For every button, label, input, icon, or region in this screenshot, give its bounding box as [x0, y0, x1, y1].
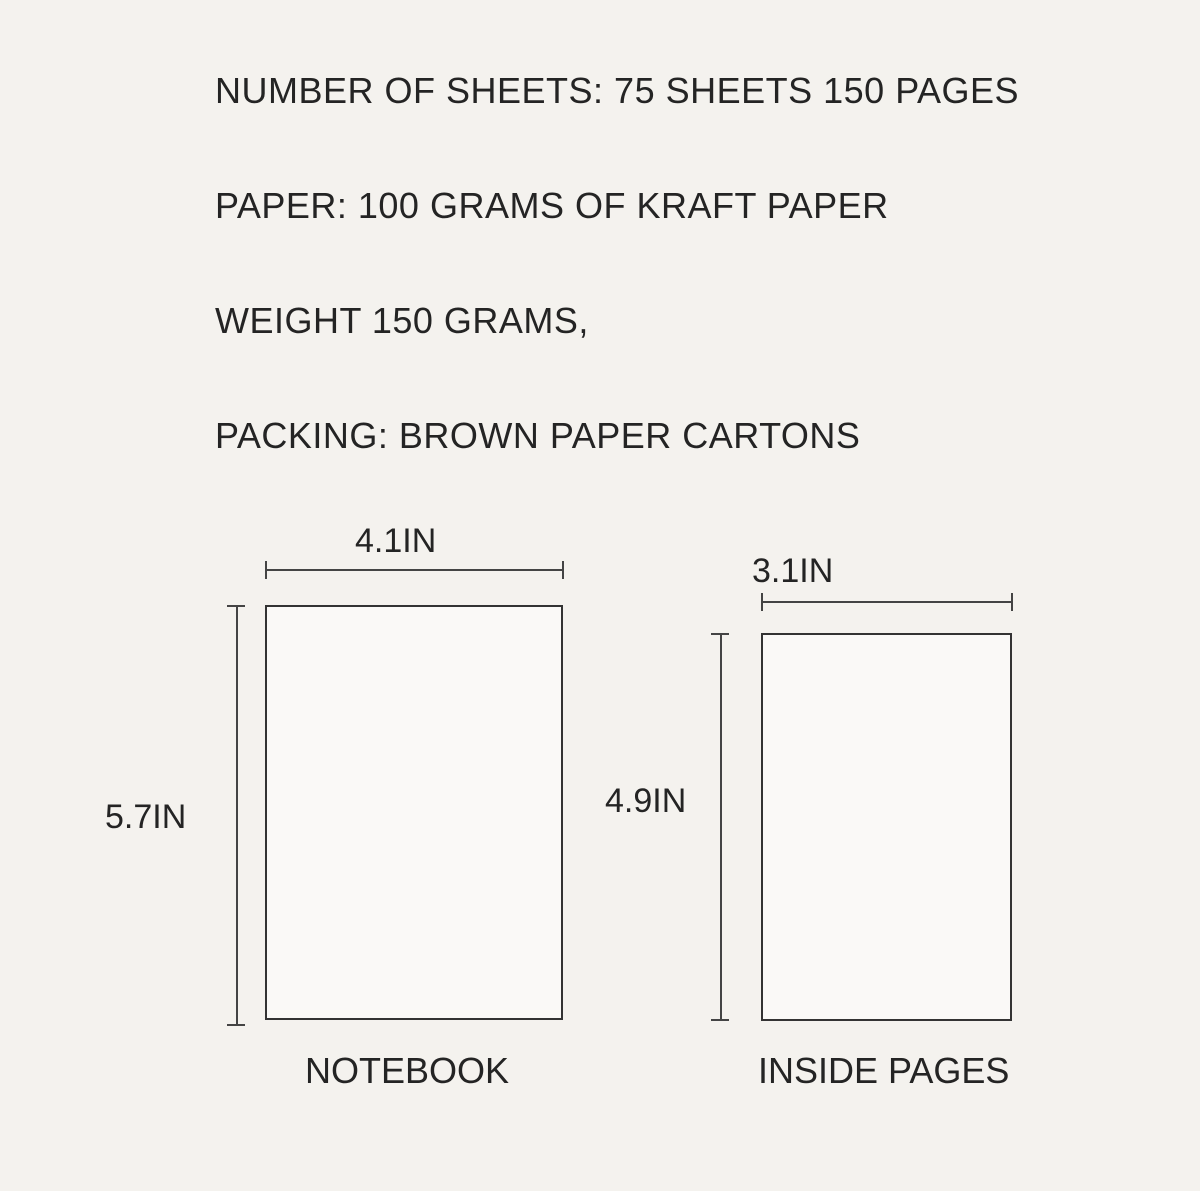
inside-pages-height-tick-bottom — [711, 1019, 729, 1021]
inside-pages-width-label: 3.1IN — [752, 552, 834, 590]
spec-packing: PACKING: BROWN PAPER CARTONS — [215, 415, 861, 456]
inside-pages-caption: INSIDE PAGES — [758, 1050, 1010, 1091]
notebook-width-label: 4.1IN — [355, 522, 437, 560]
notebook-width-tick-left — [265, 561, 267, 579]
inside-pages-width-tick-left — [761, 593, 763, 611]
inside-pages-rectangle — [761, 633, 1012, 1021]
inside-pages-width-line — [761, 601, 1012, 603]
inside-pages-width-tick-right — [1011, 593, 1013, 611]
notebook-height-tick-top — [227, 605, 245, 607]
notebook-rectangle — [265, 605, 563, 1020]
notebook-caption: NOTEBOOK — [305, 1050, 510, 1091]
notebook-width-tick-right — [562, 561, 564, 579]
notebook-height-label: 5.7IN — [105, 798, 187, 836]
spec-weight: WEIGHT 150 GRAMS, — [215, 300, 589, 341]
notebook-width-line — [265, 569, 563, 571]
inside-pages-height-tick-top — [711, 633, 729, 635]
inside-pages-height-line — [720, 633, 722, 1020]
inside-pages-height-label: 4.9IN — [605, 782, 687, 820]
notebook-height-tick-bottom — [227, 1024, 245, 1026]
notebook-height-line — [236, 605, 238, 1025]
spec-paper: PAPER: 100 GRAMS OF KRAFT PAPER — [215, 185, 889, 226]
spec-sheets: NUMBER OF SHEETS: 75 SHEETS 150 PAGES — [215, 70, 1020, 111]
